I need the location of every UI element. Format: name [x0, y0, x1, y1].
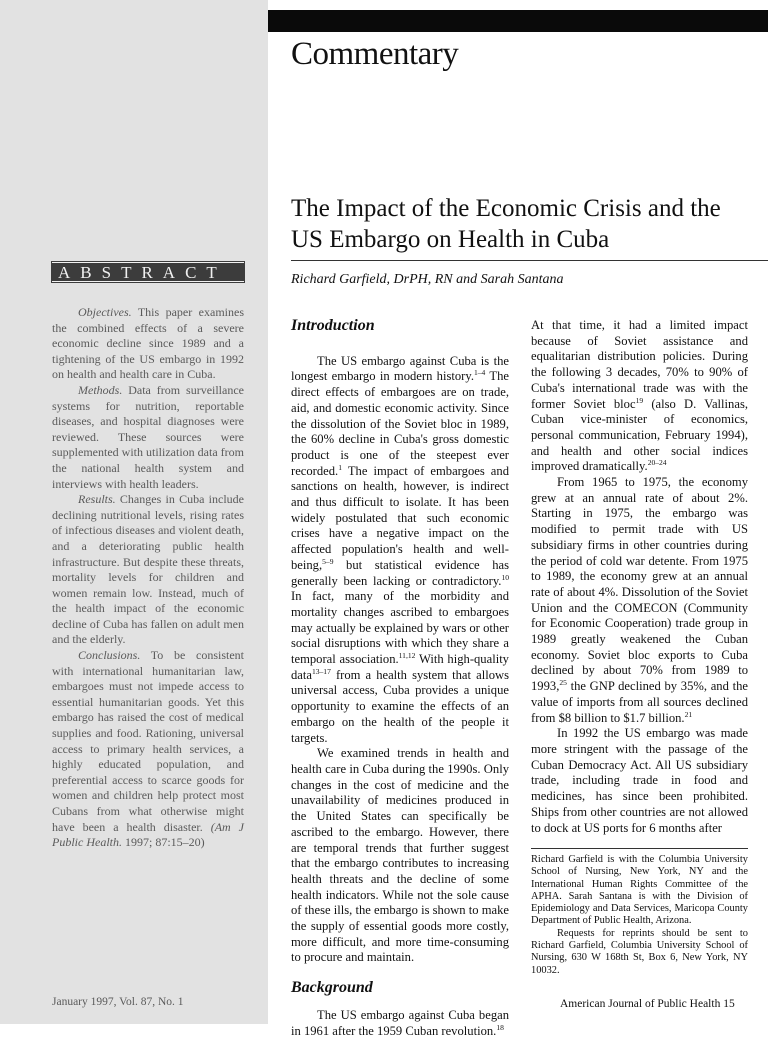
- conclusions-text: To be consistent with international humanitarian law, embargoes must not impede access to essential humanitarian goods. Yet this embargo has raised the cost of medical supplies and food. Rationing, universal access to primary health services, a highly educated population, and preferential access to scarce goods for women and children help protect most Cubans from what otherwise might have been a health disaster.: [52, 648, 244, 834]
- text-run: With high-quality data: [291, 652, 509, 682]
- author-affiliation: Richard Garfield is with the Columbia University School of Nursing, New York, NY and the International Human Rights Committee of the APHA. Sarah Santana is with the Division of Epidemiology and Data Services, Maricopa County Department of Public Health, Arizona.: [531, 854, 748, 927]
- ref-sup: 10: [501, 572, 509, 582]
- results-text: Changes in Cuba include declining nutritional levels, rising rates of infectious diseases and violent death, and a deteriorating public health infrastructure. But despite these threats, mortality levels for children and women remain low. Instead, much of the health impact of the economic decline of Cuba has fallen on adult men and the elderly.: [52, 492, 244, 647]
- text-run: From 1965 to 1975, the economy grew at an annual rate of about 2%. Starting in 1975, the embargo was modified to permit trade with US subsidiary firms in other countries during the period of cold war detente. From 1975 to 1989, the economy grew at an annual rate of about 4%. Dissolution of the Soviet Union and the COMECON (Community for Economic Cooperation) trade group in 1989 greatly weakened the Cuban economy. Soviet bloc exports to Cuba declined by about 70% from 1989 to 1993,: [531, 475, 748, 694]
- citation-journal: (Am J Public Health.: [52, 819, 244, 850]
- section-label: Commentary: [291, 36, 459, 72]
- ref-sup: 20–24: [647, 458, 667, 468]
- results-label: Results.: [78, 492, 116, 507]
- author-note-rule: [531, 848, 748, 849]
- ref-sup: 13–17: [311, 666, 331, 676]
- background-paragraph-3: [531, 475, 748, 726]
- ref-sup: 5–9: [322, 556, 334, 566]
- citation-rest: 1997; 87:15–20): [121, 835, 205, 850]
- text-run: In fact, many of the morbidity and mortality changes ascribed to embargoes may actually be explained by wars or other social disruptions with which they share a temporal association.: [291, 589, 509, 667]
- author-note: [531, 854, 748, 977]
- methods-text: Data from surveillance systems for nutrition, reportable diseases, and hospital diagnoses were reviewed. These sources were supplemented with utilization data from the national health system and interviews with health leaders.: [52, 382, 244, 491]
- ref-sup: 18: [496, 1022, 504, 1032]
- background-heading: Background: [291, 979, 373, 997]
- text-run: from a health system that allows universal access, Cuba provides a unique opportunity to examine the effects of an embargo on the health of the people it targets.: [291, 667, 509, 745]
- intro-paragraph-2: We examined trends in health and health care in Cuba during the 1990s. Only changes in the cost of medicine and the unavailability of medicines produced in the United States can specifically be ascribed to the embargo. However, there are temporal trends that further suggest that the embargo contributes to increasing health threats and the decline of some health indicators. While not the sole cause of these ills, the embargo is shown to make the supply of essential goods more costly, more difficult, and more time-consuming to procure and maintain.: [291, 746, 509, 965]
- abstract-methods: [52, 383, 244, 492]
- reprint-request: Requests for reprints should be sent to Richard Garfield, Columbia University School of Nursing, 630 W 168th St, Box 6, New York, NY 10032.: [531, 927, 748, 976]
- intro-paragraph-1: [291, 354, 509, 747]
- abstract-conclusions: [52, 648, 244, 851]
- header-bar: [268, 10, 768, 32]
- background-paragraph-2: [531, 318, 748, 475]
- objectives-label: Objectives.: [78, 305, 132, 319]
- ref-sup: 1: [338, 462, 342, 472]
- column-left: [291, 318, 509, 1039]
- text-run: At that time, it had a limited impact because of Soviet assistance and equalitarian distribution policies. During the following 3 decades, 70% to 90% of Cuba's international trade was with the former Soviet bloc: [531, 318, 748, 411]
- title-rule: [291, 260, 768, 261]
- ref-sup: 1–4: [474, 368, 486, 378]
- abstract-body: [52, 305, 244, 851]
- abstract-results: [52, 492, 244, 648]
- text-run: but statistical evidence has generally been lacking or contradictory.: [291, 557, 509, 588]
- background-paragraph-4: In 1992 the US embargo was made more stringent with the passage of the Cuban Democracy Act. All US subsidiary trade, including trade in food and medicines, has since been prohibited. Ships from other countries are not allowed to dock at US ports for 6 months after: [531, 726, 748, 835]
- text-run: The impact of embargoes and sanctions on health, however, is indirect and thus difficult to isolate. It has been widely postulated that such economic crises have a negative impact on the affected population's health and well-being,: [291, 463, 509, 572]
- abstract-objectives: [52, 305, 244, 383]
- footer-journal-page: American Journal of Public Health 15: [560, 998, 735, 1010]
- methods-label: Methods.: [78, 382, 123, 397]
- conclusions-label: Conclusions.: [78, 648, 141, 663]
- text-run: The US embargo against Cuba began in 1961 after the 1959 Cuban revolution.: [291, 1007, 509, 1038]
- column-right: [531, 318, 748, 836]
- objectives-text: This paper examines the combined effects of a severe economic decline since 1989 and a tightening of the US embargo in 1992 on health and health care in Cuba.: [52, 305, 244, 382]
- authors: Richard Garfield, DrPH, RN and Sarah Santana: [291, 272, 564, 287]
- ref-sup: 11,12: [398, 650, 416, 660]
- ref-sup: 25: [559, 677, 567, 687]
- ref-sup: 19: [635, 395, 644, 405]
- ref-sup: 21: [684, 709, 693, 719]
- introduction-heading: Introduction: [291, 317, 375, 334]
- abstract-heading: ABSTRACT: [52, 262, 244, 282]
- article-title: The Impact of the Economic Crisis and the US Embargo on Health in Cuba: [291, 195, 721, 253]
- text-run: (also D. Vallinas, Cuban vice-minister of economics, personal communication, February 1994), and health and other social indices improved dramatically.: [531, 396, 748, 474]
- text-run: The direct effects of embargoes are on trade, aid, and domestic economic activity. Since the dissolution of the Soviet bloc in 1989, the 60% decline in Cuba's gross domestic product is one of the steepest ever recorded.: [291, 369, 509, 478]
- footer-issue: January 1997, Vol. 87, No. 1: [52, 996, 184, 1008]
- background-paragraph-1: [291, 1008, 509, 1039]
- text-run: The US embargo against Cuba is the longest embargo in modern history.: [291, 353, 509, 384]
- text-run: the GNP declined by 35%, and the value of imports from all sources declined from $8 billion to $1.7 billion.: [531, 679, 748, 725]
